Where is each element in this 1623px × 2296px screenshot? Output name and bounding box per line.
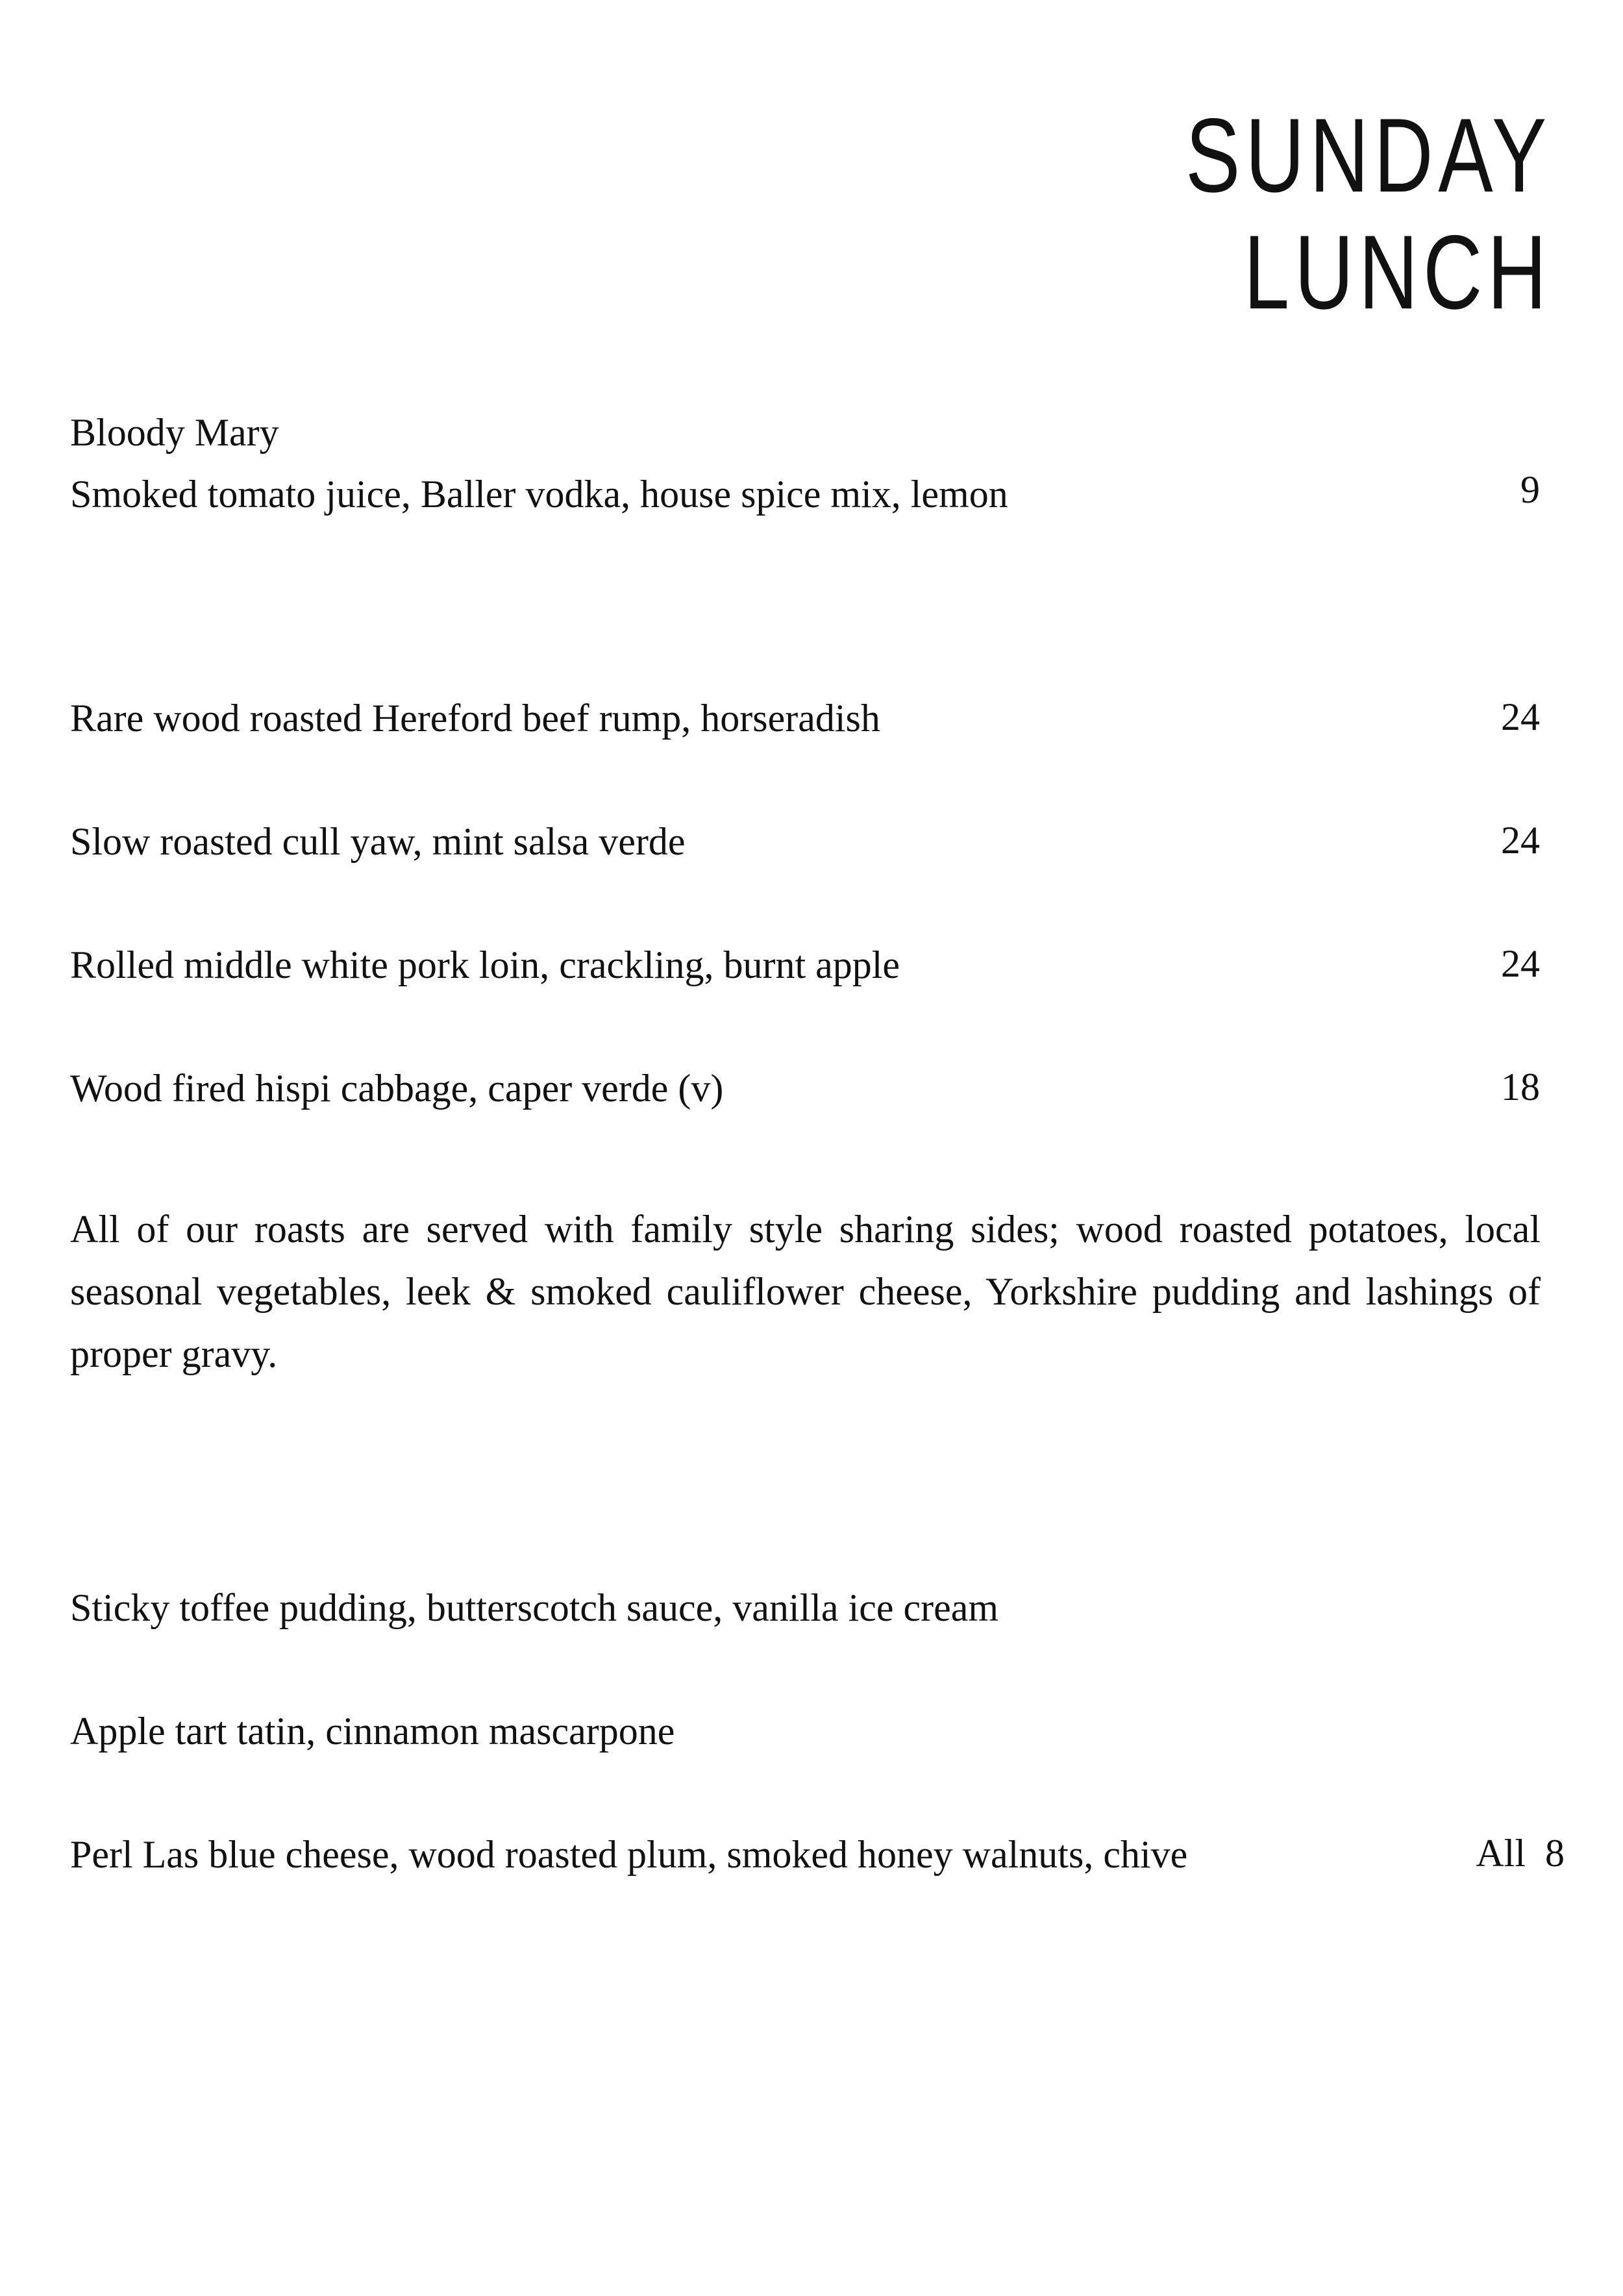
dessert-item: Perl Las blue cheese, wood roasted plum, smoked honey walnuts, chive xyxy=(70,1833,1188,1876)
main-item: Rare wood roasted Hereford beef rump, horseradish xyxy=(70,697,880,740)
main-item: Slow roasted cull yaw, mint salsa verde xyxy=(70,820,686,863)
dessert-item: Sticky toffee pudding, butterscotch sauce, vanilla ice cream xyxy=(70,1586,999,1629)
main-price: 24 xyxy=(1501,942,1540,985)
main-item: Wood fired hispi cabbage, caper verde (v) xyxy=(70,1067,724,1110)
drink-price: 9 xyxy=(1520,468,1540,511)
dessert-item: Apple tart tatin, cinnamon mascarpone xyxy=(70,1710,675,1753)
desserts-price xyxy=(1476,1831,1565,1876)
desserts-price-label: All xyxy=(1476,1832,1526,1875)
desserts-price-value: 8 xyxy=(1545,1832,1565,1875)
page-title xyxy=(1185,97,1552,331)
main-price: 24 xyxy=(1501,819,1540,862)
mains-note: All of our roasts are served with family style sharing sides; wood roasted potatoes, local seasonal vegetables, leek & smoked cauliflower cheese, Yorkshire pudding and lashings of proper gravy. xyxy=(70,1208,1541,1375)
main-item: Rolled middle white pork loin, crackling, burnt apple xyxy=(70,943,900,986)
main-price: 24 xyxy=(1501,695,1540,738)
drink-name: Bloody Mary xyxy=(70,411,279,454)
main-price: 18 xyxy=(1501,1066,1540,1108)
title-line-1: SUNDAY xyxy=(1185,97,1552,214)
title-line-2: LUNCH xyxy=(1243,214,1552,331)
drink-description: Smoked tomato juice, Baller vodka, house spice mix, lemon xyxy=(70,473,1008,516)
